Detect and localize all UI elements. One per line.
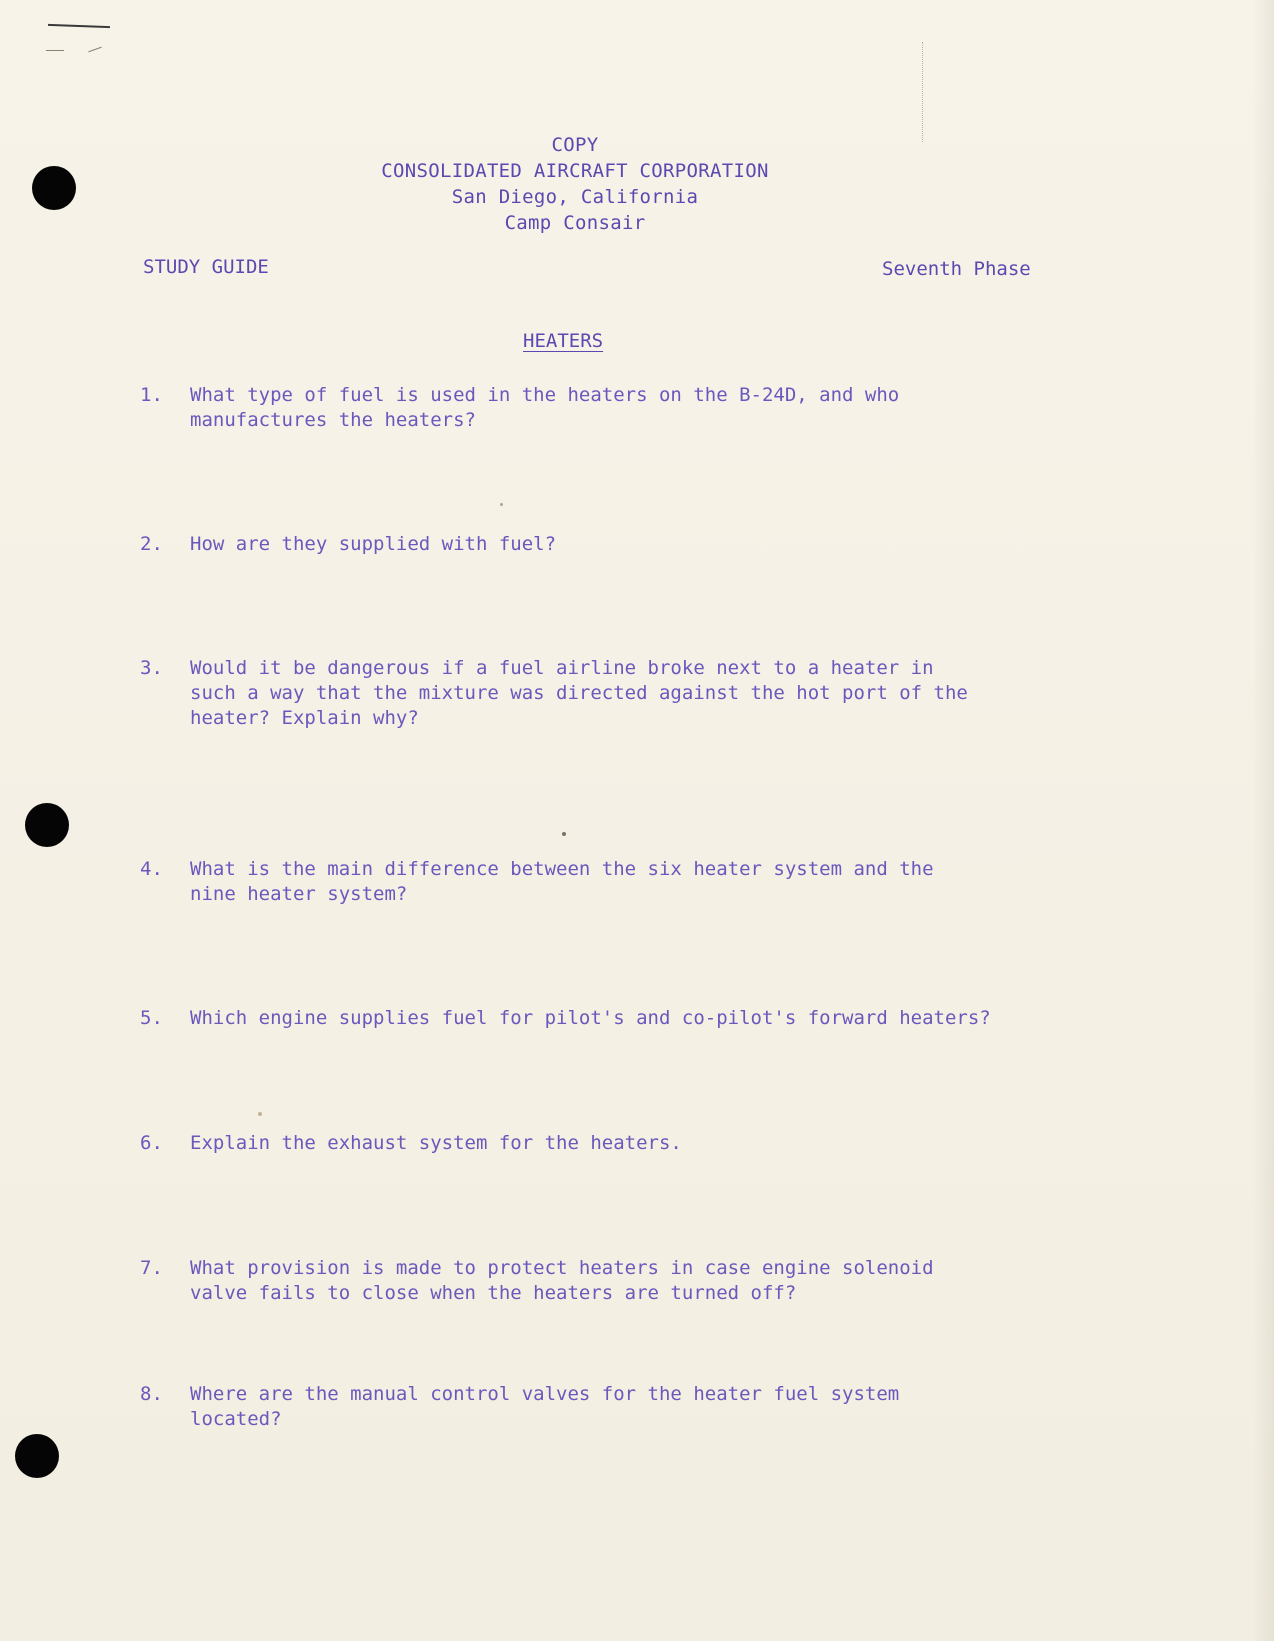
question-number: 6.	[140, 1132, 163, 1154]
question-number: 5.	[140, 1007, 163, 1029]
paper-speck	[500, 503, 503, 506]
header-camp: Camp Consair	[504, 212, 646, 234]
question-text: What provision is made to protect heaters in case engine solenoid valve fails to close when the heaters are turned off?	[190, 1257, 934, 1304]
paper-speck	[258, 1112, 262, 1116]
question-text: What is the main difference between the six heater system and the nine heater system?	[190, 858, 934, 905]
question-number: 8.	[140, 1383, 163, 1405]
question-text: Explain the exhaust system for the heaters.	[190, 1132, 682, 1154]
question-text: Where are the manual control valves for the heater fuel system located?	[190, 1383, 900, 1430]
header-company-name: CONSOLIDATED AIRCRAFT CORPORATION	[381, 160, 769, 182]
pencil-mark	[46, 50, 64, 51]
punch-hole	[25, 803, 69, 847]
phase-label: Seventh Phase	[882, 258, 1031, 280]
paper-speck	[562, 832, 566, 836]
page-edge-shadow	[1252, 0, 1274, 1641]
punch-hole	[32, 166, 76, 210]
question-number: 4.	[140, 858, 163, 880]
question-number: 2.	[140, 533, 163, 555]
question-number: 3.	[140, 657, 163, 679]
question-number: 1.	[140, 384, 163, 406]
study-guide-label: STUDY GUIDE	[143, 256, 269, 278]
section-title: HEATERS	[523, 330, 604, 352]
header-copy-label: COPY	[551, 134, 599, 156]
paper-fold-mark	[922, 42, 923, 142]
header-location: San Diego, California	[451, 186, 699, 208]
document-header	[270, 132, 880, 236]
pencil-mark	[48, 24, 110, 28]
question-text: How are they supplied with fuel?	[190, 533, 557, 555]
question-text: What type of fuel is used in the heaters on the B-24D, and who manufactures the heaters?	[190, 384, 900, 431]
punch-hole	[15, 1434, 59, 1478]
question-text: Would it be dangerous if a fuel airline broke next to a heater in such a way that the mixture was directed against the hot port of the heater? Explain why?	[190, 657, 968, 729]
pencil-mark	[88, 47, 101, 53]
question-text: Which engine supplies fuel for pilot's and co-pilot's forward heaters?	[190, 1007, 991, 1029]
question-number: 7.	[140, 1257, 163, 1279]
